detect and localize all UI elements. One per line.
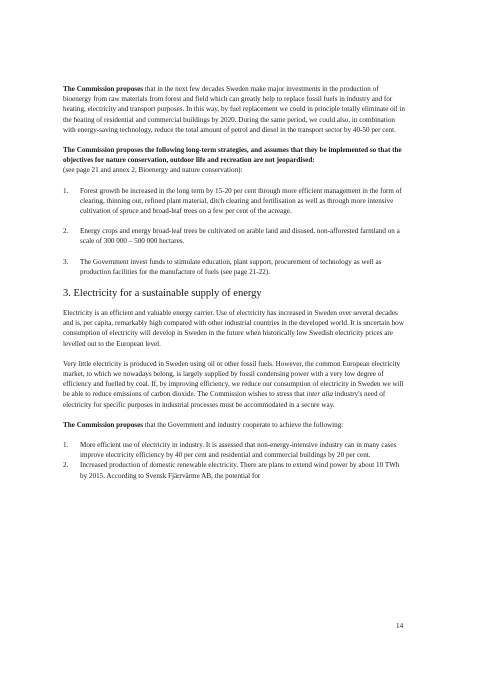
- list-text: The Government invest funds to stimulate education, plant support, procurement of technology as well as production facilities for the manufacture of fuels (see page 21-22).: [80, 257, 382, 276]
- list-number: 2.: [63, 227, 69, 236]
- paragraph-bioenergy-proposal: [63, 84, 408, 135]
- list-text: Forest growth be increased in the long term by 15-20 per cent through more efficient management in the form of clearing, thinning out, refined plant material, ditch clearing and fertilisation as well as through more intensive cultivation of spruce and broad-leaf trees on a few per cent of the acreage.: [80, 186, 402, 216]
- cooperation-lead: The Commission proposes: [63, 420, 144, 429]
- fossil-italic: inter alia: [306, 390, 333, 399]
- list-item: [63, 257, 408, 277]
- list-text: More efficient use of electricity in industry. It is assessed that non-energy-intensive industry can in many cases improve electricity efficiency by 40 per cent and residential and commercial buildings by 20 per cent.: [80, 441, 397, 460]
- paragraph-cooperation: [63, 420, 408, 430]
- strategies-bold: The Commission proposes the following long-term strategies, and assumes that they be implemented so that the objectives for nature conservation, outdoor life and recreation are not jeopardised:: [63, 146, 402, 165]
- list-number: 1.: [63, 186, 69, 195]
- list-item: [63, 226, 408, 246]
- list-text: Increased production of domestic renewable electricity. There are plans to extend wind power by about 10 TWh by 2015. According to Svensk Fjärrvärme AB, the potential for: [80, 461, 400, 480]
- list-number: 1.: [63, 441, 69, 450]
- list-item: [63, 186, 408, 217]
- proposal-lead: The Commission proposes: [63, 85, 144, 93]
- electricity-list: [63, 440, 408, 481]
- strategies-reference: (see page 21 and annex 2, Bioenergy and nature conservation):: [63, 166, 243, 175]
- paragraph-strategies-heading: [63, 145, 408, 165]
- list-number: 2.: [63, 461, 69, 470]
- list-item: [63, 460, 408, 480]
- list-number: 3.: [63, 257, 69, 266]
- paragraph-fossil-power: [63, 359, 408, 410]
- proposal-text: that in the next few decades Sweden make major investments in the production of bioenergy from raw materials from forest and field which can greatly help to replace fossil fuels in industry and for heating, electricity and transport purposes. In this way, by fuel replacement we could in principle totally eliminate oil in the heating of residential and commercial buildings by 2020. During the same period, we could also, in combination with energy-saving technology, reduce the total amount of petrol and diesel in the transport sector by 40-50 per cent.: [63, 85, 405, 134]
- strategies-list: [63, 186, 408, 277]
- paragraph-electricity-carrier: Electricity is an efficient and valuable energy carrier. Use of electricity has increased in Sweden over several decades and is, per capita, remarkably high compared with other industrial countries in the developed world. It is uncertain how consumption of electricity will develop in Sweden in the future when historically low Swedish electricity prices are levelled out to the European level.: [63, 309, 404, 348]
- cooperation-text: that the Government and industry cooperate to achieve the following:: [143, 420, 344, 429]
- fossil-text-a: Very little electricity is produced in Sweden using oil or other fossil fuels. However, the common European electricity market, to which we nowadays belong, is largely supplied by fossil condensing power with a very low degree of efficiency and fuelled by coal. If, by improving efficiency, we reduce our consumption of electricity in Sweden we will be able to reduce emissions of carbon dioxide. The Commission wishes to stress that: [63, 359, 404, 399]
- list-text: Energy crops and energy broad-leaf trees be cultivated on arable land and disused, non-afforested farmland on a scale of 300 000 – 500 000 hectares.: [80, 227, 400, 246]
- section-heading: 3. Electricity for a sustainable supply of energy: [63, 288, 262, 300]
- list-item: [63, 440, 408, 460]
- fossil-text-b: industry's need of electricity for specific purposes in industrial processes must be accommodated in a secure way.: [63, 390, 386, 409]
- page-body: [63, 84, 408, 481]
- page-number: 14: [396, 622, 404, 630]
